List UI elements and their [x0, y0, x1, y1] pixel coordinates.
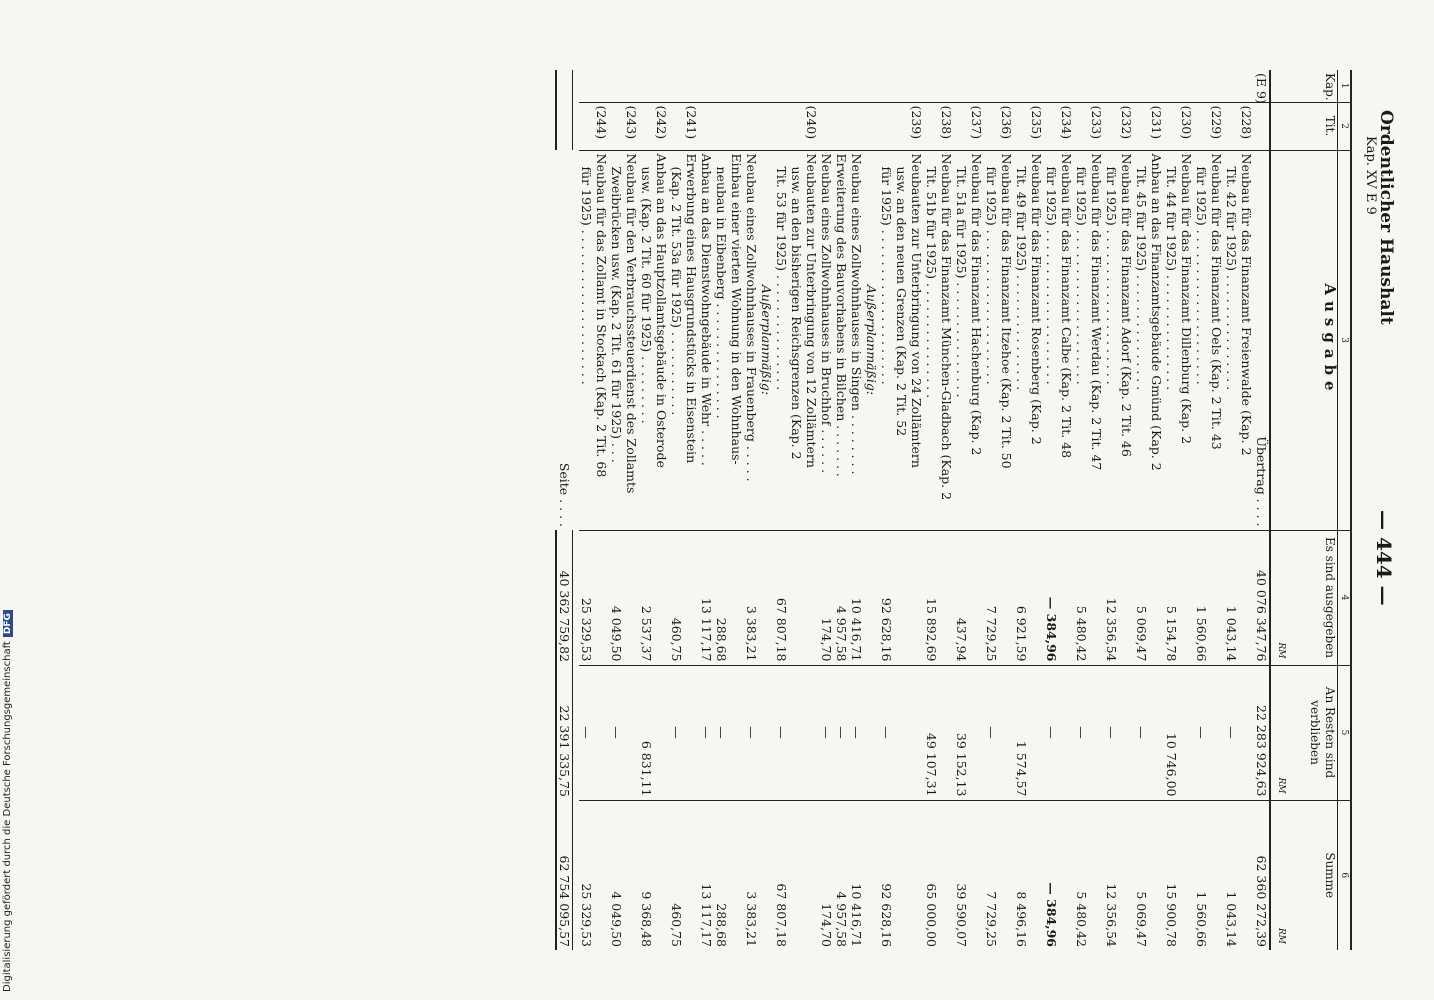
tit-cell [834, 102, 849, 150]
description-line: für 1925) . . . . . . . . . . . . . . . . . . . . [1074, 150, 1089, 530]
sum-cell: 288,68 [714, 800, 729, 950]
spent-cell: 174,70 [819, 530, 834, 665]
currency-label: RM [1276, 777, 1286, 794]
description-line: für 1925) . . . . . . . . . . . . . . . . . . . . [879, 150, 894, 530]
description-line: Tit. 51a für 1925) . . . . . . . . . . . . . . . [954, 150, 969, 530]
column-number: 6 [1338, 800, 1352, 950]
spent-cell: 92 628,16 [879, 530, 894, 665]
sum-header [1270, 800, 1338, 950]
table-row [624, 70, 639, 950]
tit-cell: (237) [969, 102, 984, 150]
description-line: Anbau an das Hauptzollamtsgebäude in Osterode [654, 150, 669, 530]
tit-cell: (240) [804, 102, 819, 150]
table-row [1179, 70, 1194, 950]
table-row [1239, 70, 1254, 950]
remaining-cell: — [879, 665, 894, 800]
description-line: Neubau eines Zollwohnhauses in Bruchhof . . . . . . [819, 150, 834, 530]
remaining-label: An Resten sind verblieben [1308, 686, 1337, 779]
rotated-page [70, 70, 1400, 950]
table-row [639, 70, 654, 950]
sum-cell: 15 900,78 [1164, 800, 1179, 950]
currency-label: RM [1276, 642, 1286, 659]
subheading-label: Außerplanmäßig: [864, 150, 879, 530]
description-line: für 1925) . . . . . . . . . . . . . . . . . . . . [1194, 150, 1209, 530]
carry-label: Übertrag . . . . [1254, 150, 1270, 530]
spent-cell: 25 329,53 [579, 530, 594, 665]
table-row [594, 70, 609, 950]
spent-header [1270, 530, 1338, 665]
page-title: Ordentlicher Haushalt [1376, 110, 1396, 325]
description-line: Neubau eines Zollwohnhauses in Frauenberg . . . . . [744, 150, 759, 530]
description-line: neubau in Eibenberg . . . . . . . . . . . . . . . [714, 150, 729, 530]
tit-cell: (244) [594, 102, 609, 150]
description-line: Tit. 53 für 1925) . . . . . . . . . . . . . . . [774, 150, 789, 530]
spent-cell: 5 154,78 [1164, 530, 1179, 665]
remaining-cell: — [579, 665, 594, 800]
remaining-cell: 10 746,00 [1164, 665, 1179, 800]
description-line: Tit. 45 für 1925) . . . . . . . . . . . . . . . [1134, 150, 1149, 530]
sum-cell: 3 383,21 [744, 800, 759, 950]
description-line: Neubauten zur Unterbringung von 24 Zollämtern [909, 150, 924, 530]
spent-cell: 13 117,17 [699, 530, 714, 665]
tit-cell: (235) [1029, 102, 1044, 150]
table-row [1134, 70, 1149, 950]
description-line: Neubau für das Finanzamt München-Gladbach (Kap. 2 [939, 150, 954, 530]
remaining-cell: 6 831,11 [639, 665, 654, 800]
remaining-cell: — [774, 665, 789, 800]
spent-cell: 1 043,14 [1224, 530, 1239, 665]
subheading-label: Außerplanmäßig: [759, 150, 774, 530]
tit-cell: (243) [624, 102, 639, 150]
sum-cell: 65 000,00 [924, 800, 939, 950]
spent-cell: 10 416,71 [849, 530, 864, 665]
total-remaining: 22 391 335,75 [556, 665, 573, 800]
description-line: Anbau an das Dienstwohngebäude in Wehr . . . . . [699, 150, 714, 530]
remaining-cell: — [669, 665, 684, 800]
spent-cell: 460,75 [669, 530, 684, 665]
table-row [1149, 70, 1164, 950]
tit-cell: (239) [909, 102, 924, 150]
description-line: (Kap. 2 Tit. 53a für 1925) . . . . . . . . . . . [669, 150, 684, 530]
remaining-cell: — [699, 665, 714, 800]
tit-cell: (228) [1239, 102, 1254, 150]
sum-cell: 5 069,47 [1134, 800, 1149, 950]
total-sum: 62 754 095,57 [556, 800, 573, 950]
sum-cell: 4 049,50 [609, 800, 624, 950]
table-row [1029, 70, 1044, 950]
tit-cell [699, 102, 714, 150]
description-line: für 1925) . . . . . . . . . . . . . . . . . . . . [1044, 150, 1059, 530]
description-line: Erweiterung des Bauvorhabens in Bilchen . . . . . . . [834, 150, 849, 530]
kap-cell: (E 9) [1254, 73, 1269, 104]
spent-cell: 2 537,37 [639, 530, 654, 665]
spent-cell: 7 729,25 [984, 530, 999, 665]
table-row [1044, 70, 1059, 950]
tit-header: Tit. [1270, 102, 1338, 150]
remaining-cell: 39 152,13 [954, 665, 969, 800]
remaining-header [1270, 665, 1338, 800]
tit-cell: (233) [1089, 102, 1104, 150]
remaining-cell: — [744, 665, 759, 800]
table-row [774, 70, 789, 950]
remaining-cell: — [984, 665, 999, 800]
description-line: Neubau für den Verbrauchssteuerdienst des Zollamts [624, 150, 639, 530]
total-label: Seite . . . . [557, 462, 573, 527]
column-number: 2 [1338, 102, 1352, 150]
tit-cell [729, 102, 744, 150]
currency-label: RM [1276, 928, 1286, 944]
remaining-cell: — [834, 665, 849, 800]
table-row [654, 70, 669, 950]
total-row [556, 70, 573, 950]
table-row [789, 70, 804, 950]
spent-cell: 15 892,69 [924, 530, 939, 665]
description-line: Neubau für das Finanzamt Itzehoe (Kap. 2 Tit. 50 [999, 150, 1014, 530]
tit-cell: (232) [1119, 102, 1134, 150]
table-row [1194, 70, 1209, 950]
table-body [579, 70, 1270, 950]
table-row [714, 70, 729, 950]
sum-cell: 10 416,71 [849, 800, 864, 950]
spent-label: Es sind ausgegeben [1323, 536, 1337, 659]
description-line: Neubau für das Zollamt in Stockach (Kap. 2 Tit. 68 [594, 150, 609, 530]
table-row [579, 70, 594, 950]
spent-cell: 288,68 [714, 530, 729, 665]
description-line: usw. an den bisherigen Reichsgrenzen (Kap. 2 [789, 150, 804, 530]
column-number-row [1338, 70, 1352, 950]
table-row [984, 70, 999, 950]
table-row [1119, 70, 1134, 950]
sum-cell: 1 560,66 [1194, 800, 1209, 950]
tit-cell: (241) [684, 102, 699, 150]
table-row [1089, 70, 1104, 950]
column-number: 1 [1338, 70, 1352, 102]
table-row [729, 70, 744, 950]
page-header [1360, 70, 1400, 950]
table-row [969, 70, 984, 950]
table-row [1164, 70, 1179, 950]
kap-header: Kap. [1270, 70, 1338, 102]
page-number: — 444 — [1372, 510, 1396, 606]
spent-cell: 3 383,21 [744, 530, 759, 665]
side-note [2, 600, 16, 992]
description-line: Neubau für das Finanzamt Oels (Kap. 2 Tit. 43 [1209, 150, 1224, 530]
tit-cell: (231) [1149, 102, 1164, 150]
remaining-cell: — [714, 665, 729, 800]
table-row [744, 70, 759, 950]
tit-cell: (229) [1209, 102, 1224, 150]
description-line: Neubau für das Finanzamt Werdau (Kap. 2 Tit. 47 [1089, 150, 1104, 530]
spent-cell: 1 560,66 [1194, 530, 1209, 665]
sum-cell: 92 628,16 [879, 800, 894, 950]
sum-cell: 174,70 [819, 800, 834, 950]
tit-cell: (234) [1059, 102, 1074, 150]
subheading-row [759, 70, 774, 950]
description-line: Neubau für das Finanzamt Freienwalde (Kap. 2 [1239, 150, 1254, 530]
remaining-cell: — [1074, 665, 1089, 800]
description-line: Tit. 51b für 1925) . . . . . . . . . . . . . . . [924, 150, 939, 530]
spent-cell: 5 480,42 [1074, 530, 1089, 665]
remaining-cell: — [609, 665, 624, 800]
table-row [834, 70, 849, 950]
tit-cell: (242) [654, 102, 669, 150]
remaining-cell: 49 107,31 [924, 665, 939, 800]
sum-cell: 12 356,54 [1104, 800, 1119, 950]
ausgabe-label: Ausgabe [1321, 283, 1339, 397]
spent-cell: 4 957,58 [834, 530, 849, 665]
remaining-cell: — [1104, 665, 1119, 800]
table-row [684, 70, 699, 950]
spent-cell: 12 356,54 [1104, 530, 1119, 665]
remaining-cell: — [1224, 665, 1239, 800]
description-line: für 1925) . . . . . . . . . . . . . . . . . . . . [984, 150, 999, 530]
tit-cell [849, 102, 864, 150]
remaining-cell: 1 574,57 [1014, 665, 1029, 800]
table-row [819, 70, 834, 950]
table-row [909, 70, 924, 950]
description-line: Neubau eines Zollwohnhauses in Singen . . . . . . . . [849, 150, 864, 530]
description-line: Tit. 49 für 1925) . . . . . . . . . . . . . . . [1014, 150, 1029, 530]
description-line: für 1925) . . . . . . . . . . . . . . . . . . . . [1104, 150, 1119, 530]
description-line: Tit. 44 für 1925) . . . . . . . . . . . . . . . [1164, 150, 1179, 530]
tit-cell: (230) [1179, 102, 1194, 150]
description-line: Neubau für das Finanzamt Rosenberg (Kap. 2 [1029, 150, 1044, 530]
table-row [1104, 70, 1119, 950]
remaining-cell: — [849, 665, 864, 800]
sum-cell: 1 043,14 [1224, 800, 1239, 950]
table-row [999, 70, 1014, 950]
sum-cell: — 384,96 [1044, 800, 1059, 950]
sum-cell: 4 957,58 [834, 800, 849, 950]
table-row [804, 70, 819, 950]
carry-sum: 62 360 272,39 [1254, 800, 1270, 950]
table-row [1224, 70, 1239, 950]
subheading-row [864, 70, 879, 950]
table-row [849, 70, 864, 950]
carry-spent: 40 076 347,76 [1254, 530, 1270, 665]
table-row [894, 70, 909, 950]
table-row [609, 70, 624, 950]
description-line: Neubau für das Finanzamt Calbe (Kap. 2 Tit. 48 [1059, 150, 1074, 530]
table-row [1059, 70, 1074, 950]
tit-cell: (236) [999, 102, 1014, 150]
remaining-cell: — [819, 665, 834, 800]
table-row [1014, 70, 1029, 950]
carry-row [1254, 70, 1270, 950]
page-subtitle: Kap. XV E 9 [1363, 136, 1378, 215]
description-line: usw. (Kap. 2 Tit. 60 für 1925) . . . . . . . . . [639, 150, 654, 530]
description-line: Neubau für das Finanzamt Adorf (Kap. 2 Tit. 46 [1119, 150, 1134, 530]
spent-cell: 6 921,59 [1014, 530, 1029, 665]
column-header-row [1270, 70, 1338, 950]
table-row [924, 70, 939, 950]
sum-cell: 7 729,25 [984, 800, 999, 950]
remaining-cell: — [1134, 665, 1149, 800]
description-line: Einbau einer vierten Wohnung in den Wohnhaus- [729, 150, 744, 530]
budget-table [555, 70, 1352, 950]
table-row [939, 70, 954, 950]
description-line: usw. an den neuen Grenzen (Kap. 2 Tit. 52 [894, 150, 909, 530]
sum-label: Summe [1323, 852, 1337, 899]
sum-cell: 13 117,17 [699, 800, 714, 950]
column-number: 5 [1338, 665, 1352, 800]
sum-cell: 460,75 [669, 800, 684, 950]
description-line: Erwerbung eines Hausgrundstücks in Eisenstein [684, 150, 699, 530]
sum-cell: 9 368,48 [639, 800, 654, 950]
tit-cell [744, 102, 759, 150]
ausgabe-header [1270, 150, 1338, 530]
description-line: Neubau für das Finanzamt Hachenburg (Kap. 2 [969, 150, 984, 530]
sum-cell: 67 807,18 [774, 800, 789, 950]
description-line: für 1925) . . . . . . . . . . . . . . . . . . . . [579, 150, 594, 530]
description-line: Tit. 42 für 1925) . . . . . . . . . . . . . . . [1224, 150, 1239, 530]
sum-cell: 39 590,07 [954, 800, 969, 950]
table-row [669, 70, 684, 950]
sum-cell: 8 496,16 [1014, 800, 1029, 950]
spent-cell: — 384,96 [1044, 530, 1059, 665]
sum-cell: 5 480,42 [1074, 800, 1089, 950]
tit-cell: (238) [939, 102, 954, 150]
remaining-cell: — [1044, 665, 1059, 800]
description-line: Zweibrücken usw. (Kap. 2 Tit. 61 für 1925) . . . [609, 150, 624, 530]
tit-cell [819, 102, 834, 150]
spent-cell: 4 049,50 [609, 530, 624, 665]
description-line: Neubau für das Finanzamt Dillenburg (Kap. 2 [1179, 150, 1194, 530]
spent-cell: 67 807,18 [774, 530, 789, 665]
carry-remaining: 22 283 924,63 [1254, 665, 1270, 800]
funding-note: Digitalisierung gefördert durch die Deutsche Forschungsgemeinschaft [2, 641, 13, 992]
sum-cell: 25 329,53 [579, 800, 594, 950]
dfg-logo: DFG [3, 610, 13, 637]
description-line: Neubauten zur Unterbringung von 12 Zollämtern [804, 150, 819, 530]
spent-cell: 5 069,47 [1134, 530, 1149, 665]
remaining-cell: — [1194, 665, 1209, 800]
table-row [1209, 70, 1224, 950]
total-spent: 40 362 759,82 [556, 530, 573, 665]
column-number: 4 [1338, 530, 1352, 665]
description-line: Anbau an das Finanzamtsgebäude Gmünd (Kap. 2 [1149, 150, 1164, 530]
table-row [1074, 70, 1089, 950]
table-row [954, 70, 969, 950]
table-row [699, 70, 714, 950]
column-number: 3 [1338, 150, 1352, 530]
spent-cell: 437,94 [954, 530, 969, 665]
table-row [879, 70, 894, 950]
